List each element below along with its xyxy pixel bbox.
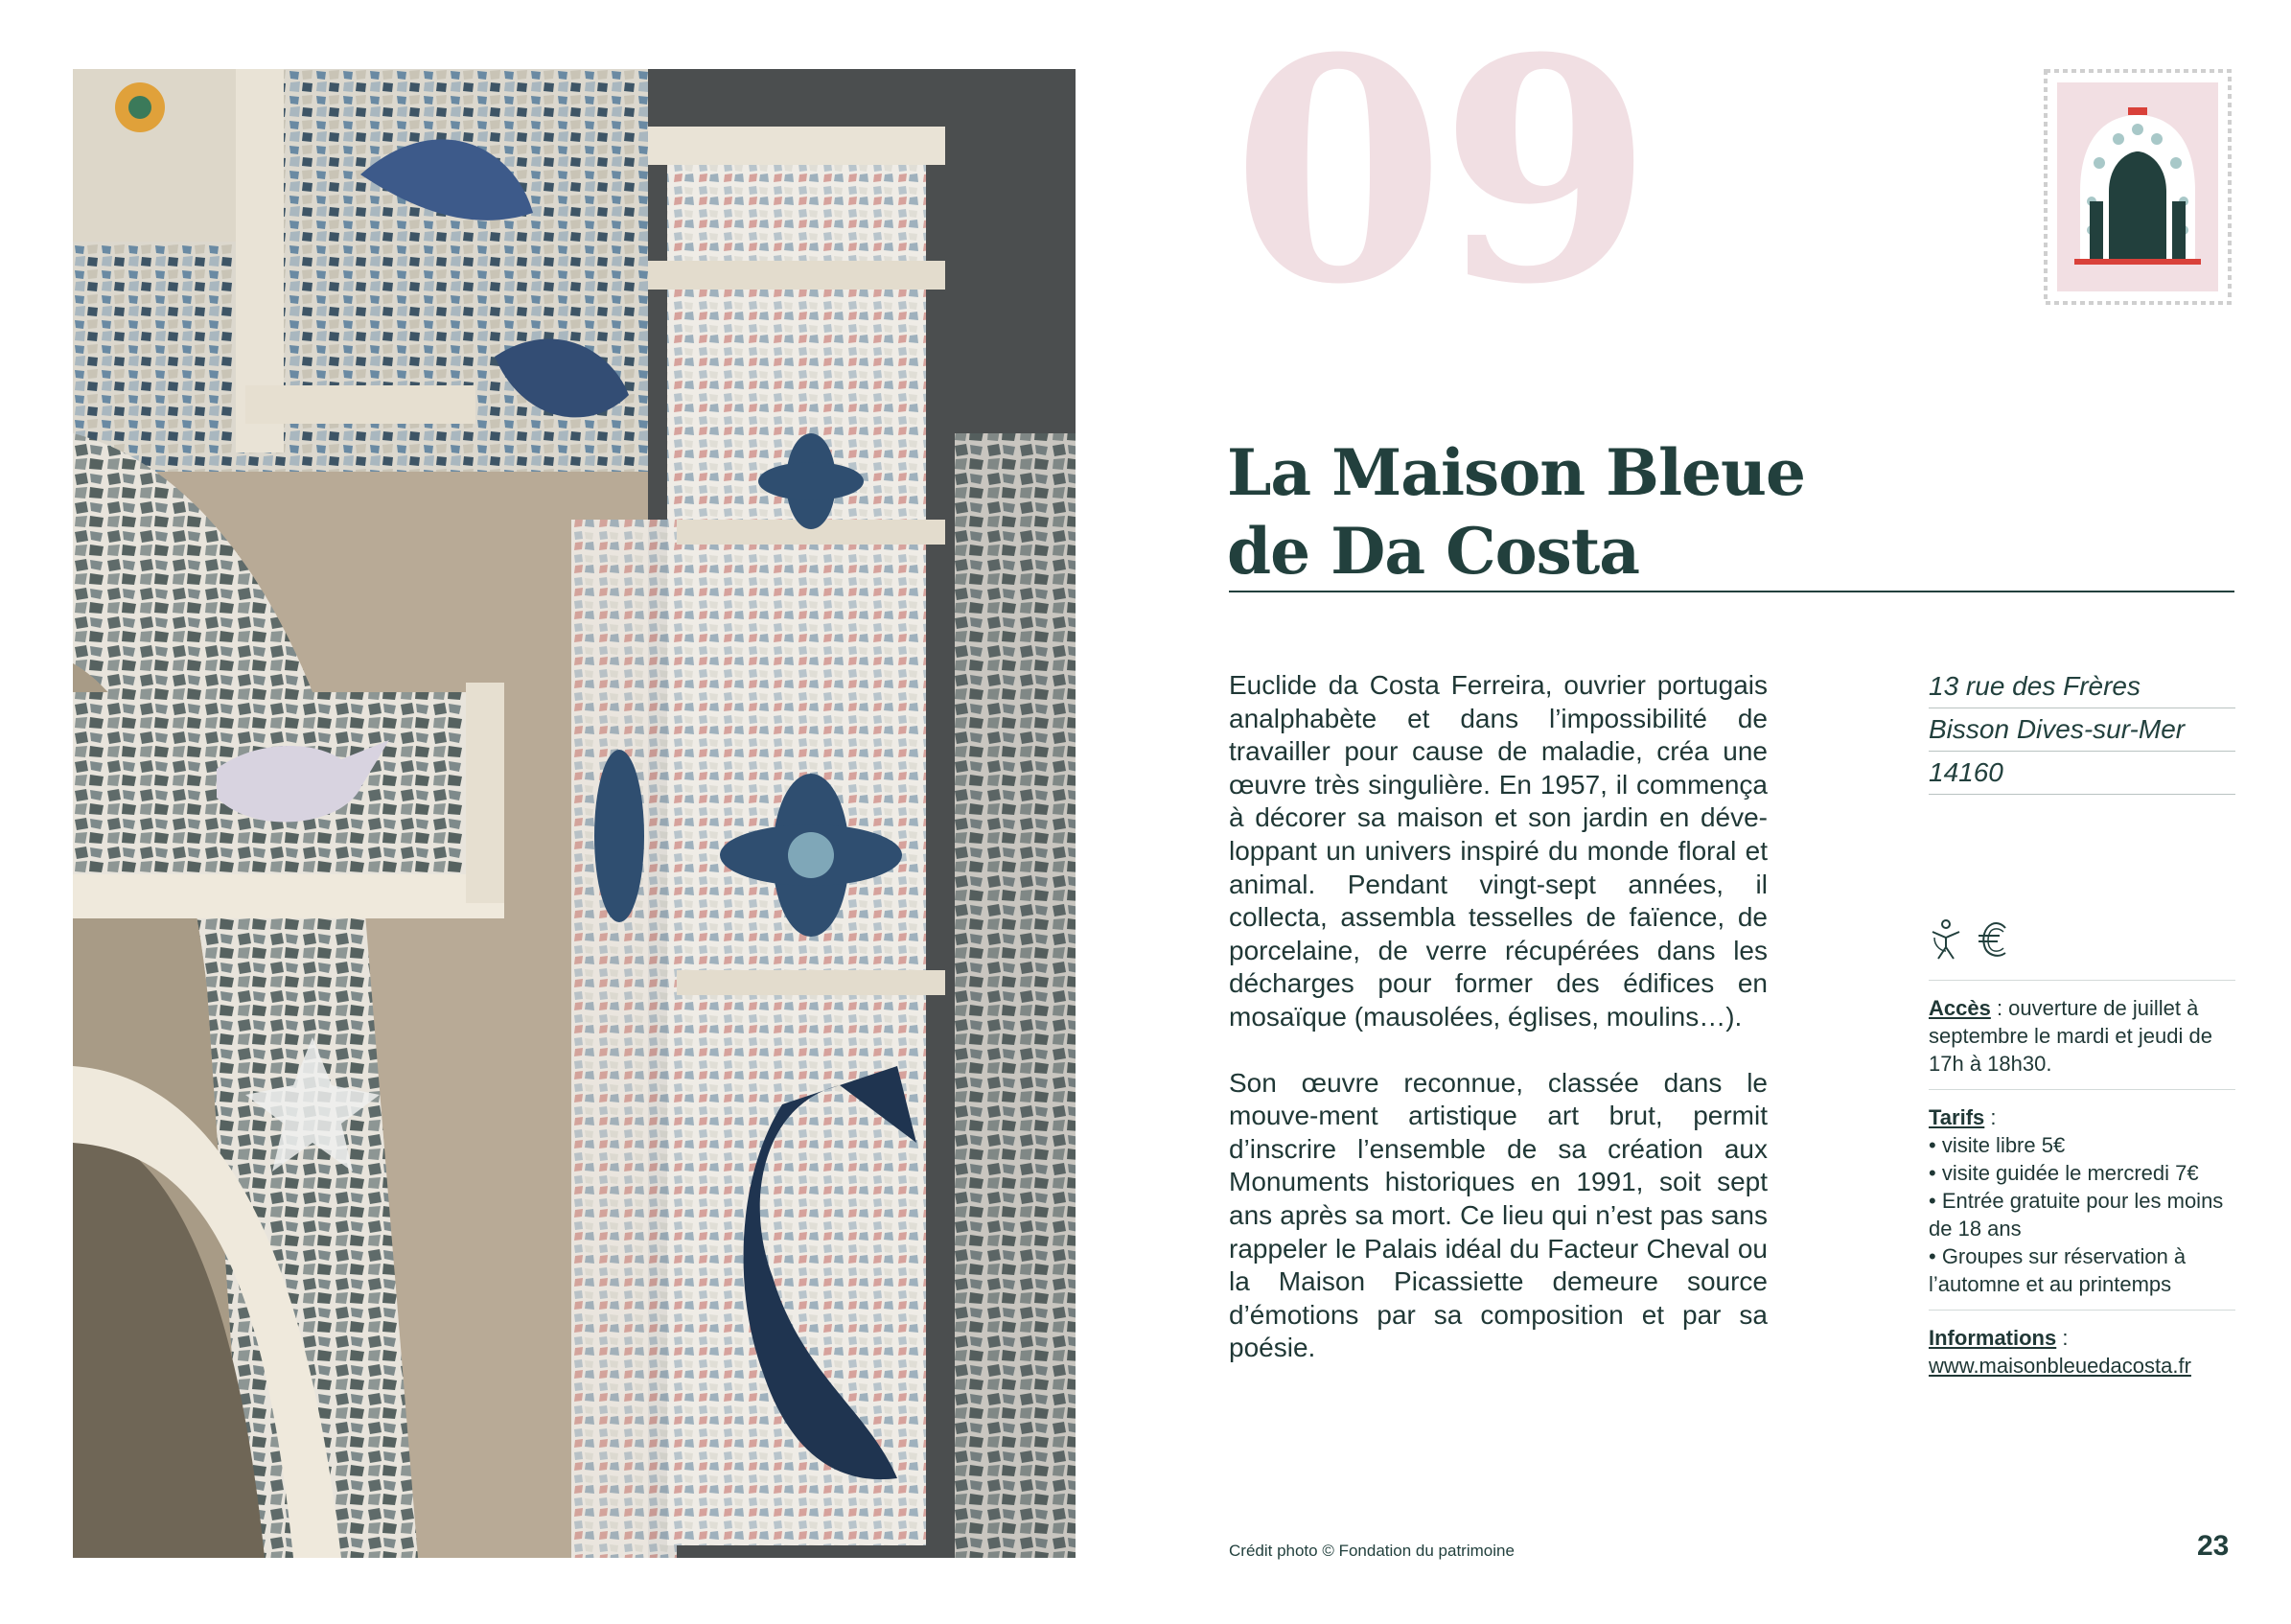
photo-credit: Crédit photo © Fondation du patrimoine bbox=[1229, 1542, 1515, 1560]
address-block bbox=[1929, 665, 2235, 795]
section-number: 09 bbox=[1232, 0, 1648, 352]
accessibility-person-icon bbox=[1929, 918, 1963, 961]
tarifs-label: Tarifs bbox=[1929, 1105, 1985, 1129]
page-number: 23 bbox=[2197, 1530, 2230, 1562]
stamp-illustration bbox=[2042, 67, 2233, 307]
mosaic-photo-illustration bbox=[73, 69, 1076, 1558]
body-paragraph-2: Son œuvre reconnue, classée dans le mouve-ment artistique art brut, permit d’inscrire l’ensemble de sa création aux Monuments historiques en 1991, soit sept ans après sa mort. Ce lieu qui n’est pas sans rappeler le Palais idéal du Facteur Cheval ou la Maison Picassiette demeure source d’émotions par sa composition et par sa poésie. bbox=[1229, 1067, 1768, 1363]
acces-label: Accès bbox=[1929, 996, 1991, 1020]
tarif-item: • Groupes sur réservation à l’automne et au printemps bbox=[1929, 1244, 2187, 1296]
page-title bbox=[1227, 433, 2090, 591]
tarif-item: • visite guidée le mercredi 7€ bbox=[1929, 1161, 2199, 1185]
tarifs-block bbox=[1929, 1089, 2235, 1310]
address-line-2: Bisson Dives-sur-Mer bbox=[1929, 708, 2235, 752]
building-stamp-icon bbox=[2042, 67, 2233, 307]
title-divider bbox=[1229, 591, 2234, 592]
title-line-1: La Maison Bleue bbox=[1227, 435, 1806, 511]
address-line-3: 14160 bbox=[1929, 752, 2235, 795]
euro-icon bbox=[1977, 918, 2011, 961]
info-icons bbox=[1929, 918, 2011, 963]
informations-label: Informations bbox=[1929, 1326, 2057, 1350]
acces-text: : ouverture de juillet à septembre le mardi et jeudi de 17h à 18h30. bbox=[1929, 996, 2212, 1076]
tarif-item: • visite libre 5€ bbox=[1929, 1133, 2066, 1157]
acces-block bbox=[1929, 980, 2235, 1089]
website-link[interactable]: www.maisonbleuedacosta.fr bbox=[1929, 1354, 2191, 1378]
informations-suffix: : bbox=[2056, 1326, 2069, 1350]
informations-block bbox=[1929, 1310, 2235, 1391]
tarif-item: • Entrée gratuite pour les moins de 18 ans bbox=[1929, 1189, 2224, 1241]
title-line-2: de Da Costa bbox=[1227, 514, 1640, 590]
body-text bbox=[1229, 669, 1768, 1398]
address-line-1: 13 rue des Frères bbox=[1929, 665, 2235, 708]
mosaic-photo bbox=[73, 69, 1076, 1558]
practical-info bbox=[1929, 980, 2235, 1391]
body-paragraph-1: Euclide da Costa Ferreira, ouvrier portugais analphabète et dans l’impossibilité de travailler pour cause de maladie, créa une œuvre très singulière. En 1957, il commença à décorer sa maison et son jardin en déve-loppant un univers inspiré du monde floral et animal. Pendant vingt-sept années, il collecta, assembla tesselles de faïence, de porcelaine, de verre récupérées dans les décharges pour former des édifices en mosaïque (mausolées, églises, moulins…). bbox=[1229, 670, 1768, 1032]
tarifs-suffix: : bbox=[1984, 1105, 1997, 1129]
